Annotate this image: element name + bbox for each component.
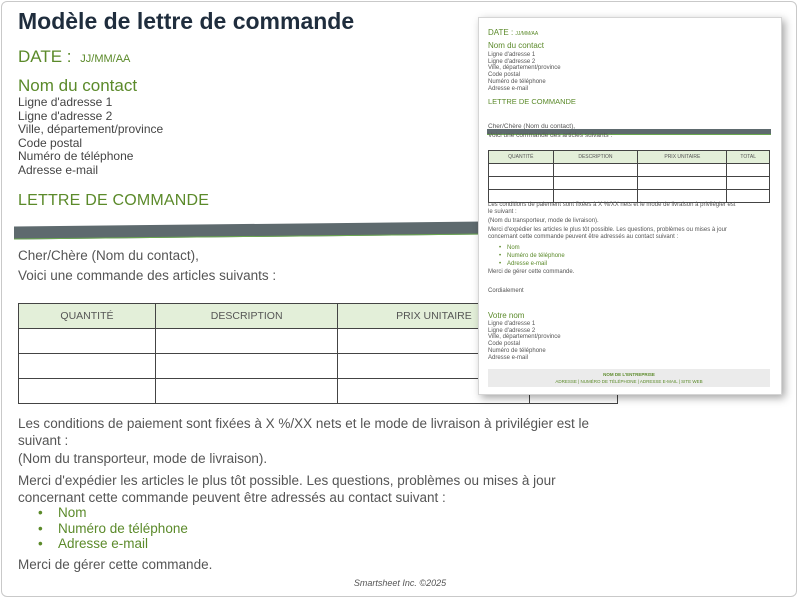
contact-list	[38, 505, 188, 552]
thumb-terms-2: le suivant :	[488, 209, 517, 215]
thumb-sender-block	[488, 321, 561, 361]
thumb-carrier: (Nom du transporteur, mode de livraison).	[488, 218, 599, 224]
thumb-your-name: Votre nom	[488, 311, 525, 320]
thumb-contact-name: Nom du contact	[488, 41, 545, 50]
thumb-column-header: QUANTITÉ	[489, 151, 554, 164]
thumb-table-header-row	[489, 151, 770, 164]
thumb-address-line: Ligne d'adresse 1	[488, 52, 536, 58]
thumb-date-label: DATE :	[488, 28, 514, 37]
thumb-intro: Voici une commande des articles suivants :	[488, 132, 613, 139]
thumb-sender-line: Ligne d'adresse 1	[488, 321, 536, 327]
address-line: Ville, département/province	[18, 122, 164, 136]
thumb-table-row	[489, 164, 770, 177]
table-cell	[19, 379, 156, 404]
contact-address-block	[18, 96, 163, 177]
list-item: • Nom	[38, 505, 188, 521]
thumb-sender-line: Numéro de téléphone	[488, 347, 546, 354]
address-line: Ligne d'adresse 2	[18, 108, 113, 123]
table-cell	[155, 329, 338, 354]
address-line: Code postal	[18, 135, 83, 150]
payment-terms: Les conditions de paiement sont fixées à X %/XX nets et le mode de livraison à privilégier est le suivant :	[18, 416, 590, 448]
thumb-table-row	[489, 177, 770, 190]
table-cell	[19, 329, 156, 354]
thumb-company-name: NOM DE L'ENTREPRISE	[603, 372, 655, 377]
thumb-table-row	[489, 190, 770, 203]
thumb-address-line: Ville, département/province	[488, 65, 561, 72]
date-format: JJ/MM/AA	[80, 53, 131, 65]
list-item: • Numéro de téléphone	[38, 521, 188, 537]
thumb-address-line: Adresse e-mail	[488, 85, 529, 92]
thumb-company-footer	[488, 369, 770, 387]
thanks-text: Merci de gérer cette commande.	[18, 557, 213, 572]
thumb-date-line	[488, 28, 538, 37]
thumb-please-1: Merci d'expédier les articles le plus tôt possible. Les questions, problèmes ou mises à jour	[488, 227, 727, 233]
thumb-sender-line: Code postal	[488, 341, 521, 348]
address-line: Numéro de téléphone	[18, 149, 134, 163]
thumb-address-line: Numéro de téléphone	[488, 78, 546, 85]
table-cell	[155, 354, 338, 379]
thumb-please-2: concernant cette commande peuvent être adressés au contact suivant :	[488, 234, 679, 240]
table-cell	[155, 379, 338, 404]
order-heading: LETTRE DE COMMANDE	[18, 192, 210, 209]
thumb-column-header: PRIX UNITAIRE	[638, 151, 727, 164]
copyright-footer: Smartsheet Inc. ©2025	[353, 578, 447, 588]
thumb-address-line: Code postal	[488, 72, 521, 79]
column-header: QUANTITÉ	[19, 304, 156, 329]
greeting: Cher/Chère (Nom du contact),	[18, 248, 199, 263]
thumb-thanks: Merci de gérer cette commande.	[488, 269, 575, 275]
shipping-request: Merci d'expédier les articles le plus tôt possible. Les questions, problèmes ou mises à jour concernant cette commande peuvent être adressés au contact suivant :	[18, 473, 556, 505]
thumb-terms-1: Les conditions de paiement sont fixées à X %/XX nets et le mode de livraison à privilégier est	[488, 202, 736, 208]
thumb-sender-line: Ville, département/province	[488, 334, 561, 341]
thumb-sender-line: Adresse e-mail	[488, 354, 529, 361]
table-cell	[19, 354, 156, 379]
thumb-list-item: • Nom	[499, 244, 565, 252]
column-header: PRIX UNITAIRE	[338, 304, 530, 329]
thumb-address-line: Ligne d'adresse 2	[488, 58, 536, 65]
intro-text: Voici une commande des articles suivants :	[18, 268, 277, 283]
thumb-address-block	[488, 52, 561, 92]
address-line: Adresse e-mail	[18, 162, 99, 177]
thumb-column-header: DESCRIPTION	[553, 151, 638, 164]
contact-name: Nom du contact	[18, 76, 138, 95]
template-preview-thumbnail	[478, 17, 782, 395]
thumb-list-item: • Adresse e-mail	[499, 260, 565, 268]
thumb-closing: Cordialement	[488, 288, 524, 294]
thumb-order-table	[488, 150, 770, 203]
list-item: • Adresse e-mail	[38, 536, 188, 552]
carrier-text: (Nom du transporteur, mode de livraison).	[18, 451, 268, 466]
thumb-order-heading: LETTRE DE COMMANDE	[488, 97, 576, 106]
thumb-list-item: • Numéro de téléphone	[499, 252, 565, 260]
page-title: Modèle de lettre de commande	[18, 8, 355, 34]
date-label: DATE :	[18, 47, 72, 66]
date-line	[18, 47, 130, 67]
thumb-contact-list	[499, 244, 565, 268]
thumb-column-header: TOTAL	[727, 151, 770, 164]
address-line: Ligne d'adresse 1	[18, 95, 113, 109]
thumb-sender-line: Ligne d'adresse 2	[488, 327, 536, 334]
thumb-company-line: ADRESSE | NUMÉRO DE TÉLÉPHONE | ADRESSE E-MAIL | SITE WEB	[555, 379, 703, 384]
thumb-greeting: Cher/Chère (Nom du contact),	[488, 123, 576, 130]
thumb-date-format: JJ/MM/AA	[515, 31, 539, 37]
column-header: DESCRIPTION	[155, 304, 338, 329]
